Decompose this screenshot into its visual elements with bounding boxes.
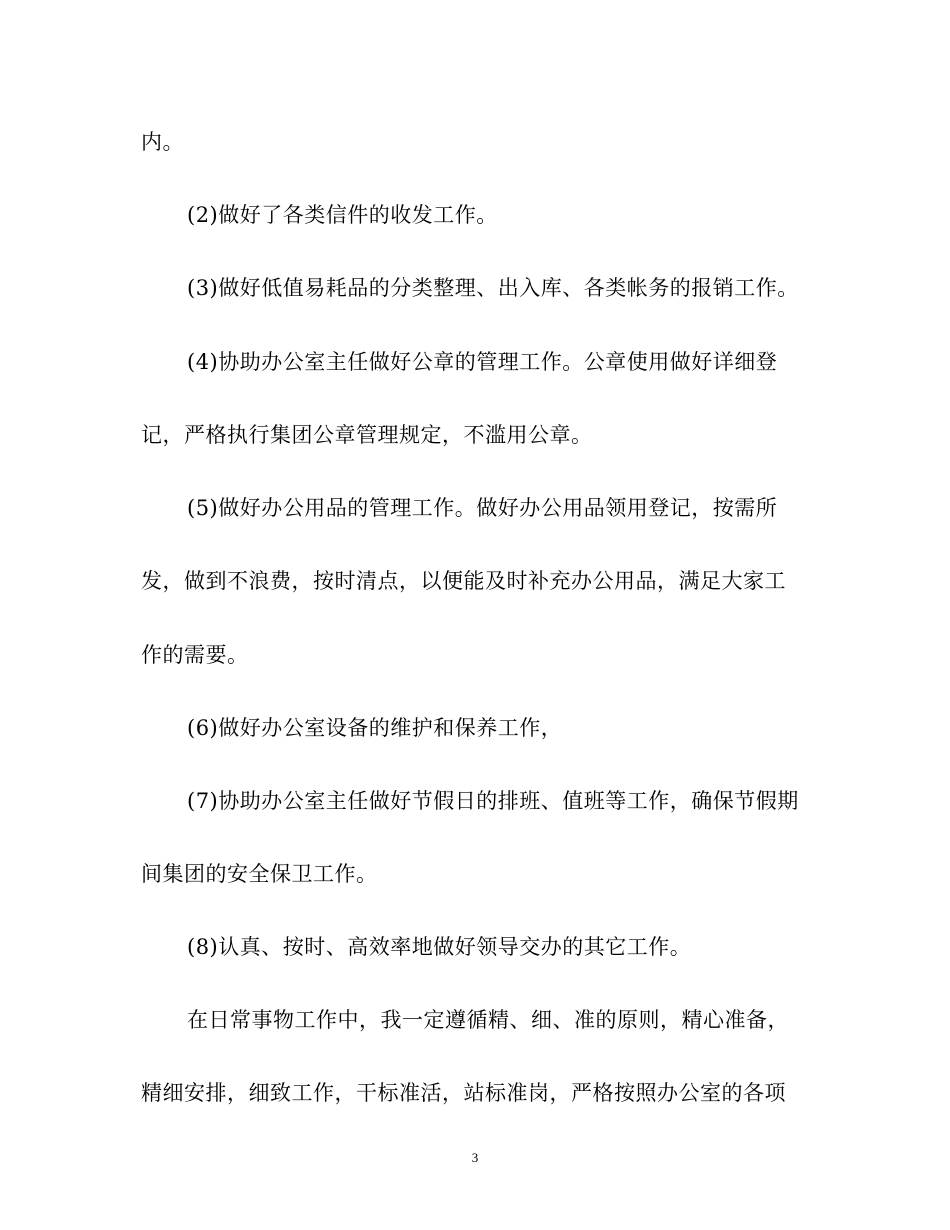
text-line: (4)协助办公室主任做好公章的管理工作。公章使用做好详细登: [187, 350, 778, 374]
text-line: (6)做好办公室设备的维护和保养工作，: [187, 716, 563, 740]
text-line: (7)协助办公室主任做好节假日的排班、值班等工作，确保节假期: [187, 789, 799, 813]
text-line: (5)做好办公用品的管理工作。做好办公用品领用登记，按需所: [187, 496, 778, 520]
text-line: 作的需要。: [141, 643, 249, 667]
text-line: 发，做到不浪费，按时清点，以便能及时补充办公用品，满足大家工: [141, 569, 786, 593]
text-line: 精细安排，细致工作，干标准活，站标准岗，严格按照办公室的各项: [141, 1081, 786, 1105]
text-line: 在日常事物工作中，我一定遵循精、细、准的原则，精心准备，: [187, 1008, 789, 1032]
text-line: 内。: [141, 130, 184, 154]
text-line: 记，严格执行集团公章管理规定，不滥用公章。: [141, 423, 593, 447]
text-line: (8)认真、按时、高效率地做好领导交办的其它工作。: [187, 935, 692, 959]
text-line: (2)做好了各类信件的收发工作。: [187, 203, 498, 227]
text-line: (3)做好低值易耗品的分类整理、出入库、各类帐务的报销工作。: [187, 276, 799, 300]
text-line: 间集团的安全保卫工作。: [141, 862, 378, 886]
page-number: 3: [471, 1150, 479, 1165]
